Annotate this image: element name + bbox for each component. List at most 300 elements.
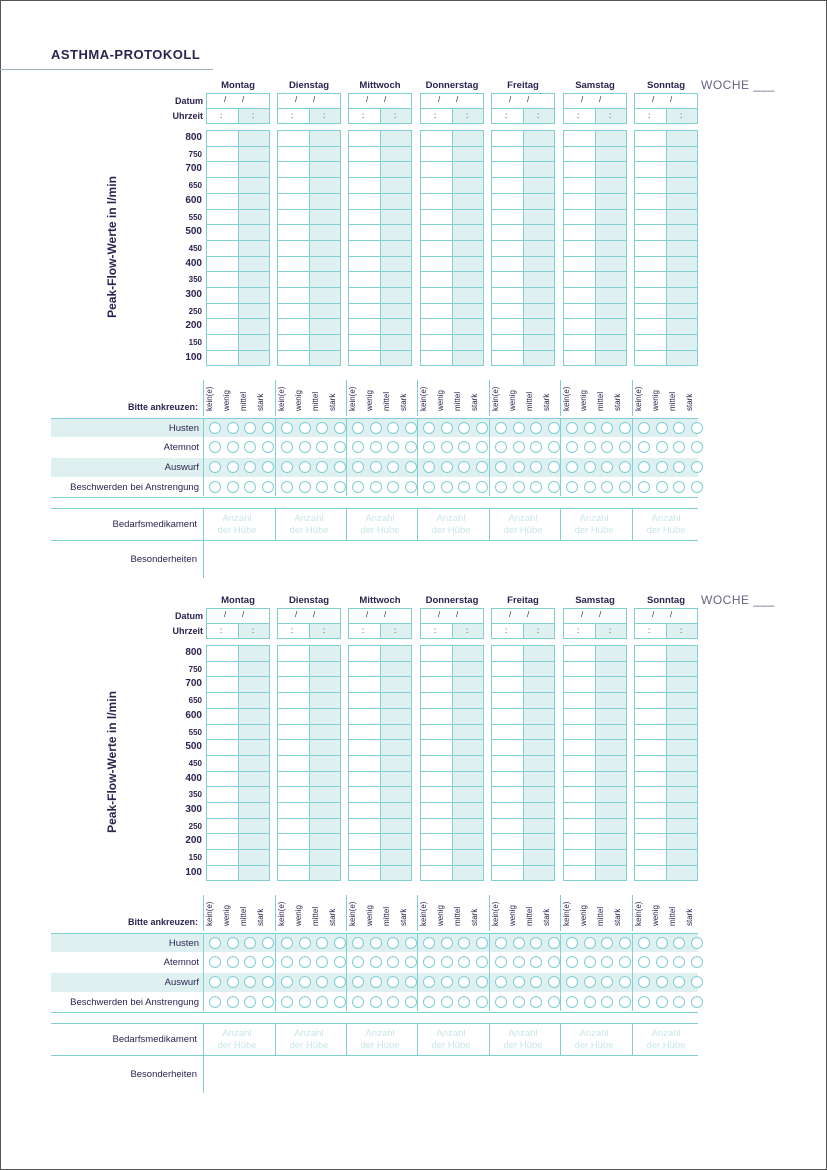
symptom-checkbox[interactable]: [244, 422, 256, 434]
symptom-checkbox[interactable]: [584, 461, 596, 473]
symptom-checkbox[interactable]: [656, 937, 668, 949]
symptom-checkbox[interactable]: [619, 481, 631, 493]
symptom-checkbox[interactable]: [370, 481, 382, 493]
symptom-checkbox[interactable]: [352, 976, 364, 988]
symptom-checkbox[interactable]: [619, 956, 631, 968]
day-header-dienstag: Dienstag: [288, 80, 330, 91]
symptom-checkbox[interactable]: [619, 422, 631, 434]
severity-divider: [632, 380, 633, 416]
peak-gridline: [348, 177, 412, 178]
symptom-checkbox[interactable]: [656, 422, 668, 434]
symptom-checkbox[interactable]: [405, 422, 417, 434]
symptom-checkbox[interactable]: [299, 461, 311, 473]
symptom-checkbox[interactable]: [530, 481, 542, 493]
uhrzeit-sep: :: [577, 626, 580, 635]
symptom-checkbox[interactable]: [566, 996, 578, 1008]
symptom-checkbox[interactable]: [656, 956, 668, 968]
symptom-checkbox[interactable]: [352, 937, 364, 949]
symptom-checkbox[interactable]: [548, 956, 560, 968]
symptom-checkbox[interactable]: [476, 996, 488, 1008]
symptom-checkbox[interactable]: [691, 441, 703, 453]
datum-field-4[interactable]: [491, 608, 555, 624]
symptom-checkbox[interactable]: [262, 422, 274, 434]
severity-stark: stark: [470, 908, 479, 926]
symptom-checkbox[interactable]: [227, 422, 239, 434]
symptom-checkbox[interactable]: [548, 996, 560, 1008]
symptom-checkbox[interactable]: [244, 996, 256, 1008]
der-huebe-line: der Hübe: [289, 525, 329, 537]
der-huebe-line: der Hübe: [646, 1040, 686, 1052]
symptom-checkbox[interactable]: [566, 481, 578, 493]
severity-divider: [560, 380, 561, 416]
symptom-checkbox[interactable]: [334, 441, 346, 453]
peak-gridline: [206, 739, 270, 740]
anzahl-der-huebe-field[interactable]: [561, 1028, 627, 1052]
symptom-checkbox[interactable]: [316, 996, 328, 1008]
symptom-checkbox[interactable]: [476, 937, 488, 949]
symptom-checkbox[interactable]: [209, 937, 221, 949]
anzahl-der-huebe-field[interactable]: [204, 1028, 270, 1052]
uhrzeit-sep: :: [291, 626, 294, 635]
symptom-checkbox[interactable]: [530, 937, 542, 949]
symptom-checkbox[interactable]: [458, 422, 470, 434]
severity-mittel: mittel: [525, 391, 534, 411]
symptom-divider: [346, 972, 347, 992]
datum-sep: /: [652, 95, 655, 104]
der-huebe-line: der Hübe: [503, 1040, 543, 1052]
symptom-checkbox[interactable]: [619, 441, 631, 453]
symptom-checkbox[interactable]: [619, 937, 631, 949]
peak-tick-450: 450: [188, 758, 202, 768]
symptom-checkbox[interactable]: [316, 461, 328, 473]
symptom-divider: [417, 972, 418, 992]
symptom-checkbox[interactable]: [299, 937, 311, 949]
symptom-checkbox[interactable]: [387, 996, 399, 1008]
symptom-checkbox[interactable]: [423, 461, 435, 473]
der-huebe-line: der Hübe: [431, 525, 471, 537]
symptom-divider: [203, 992, 204, 1012]
peak-gridline: [563, 692, 627, 693]
symptom-checkbox[interactable]: [299, 996, 311, 1008]
severity-mittel: mittel: [668, 391, 677, 411]
symptom-checkbox[interactable]: [227, 956, 239, 968]
symptom-divider: [489, 933, 490, 953]
symptom-checkbox[interactable]: [584, 956, 596, 968]
symptom-label-0: Husten: [168, 937, 199, 949]
symptom-checkbox[interactable]: [673, 481, 685, 493]
symptom-checkbox[interactable]: [691, 461, 703, 473]
peak-gridline: [563, 739, 627, 740]
severity-divider: [203, 895, 204, 931]
symptom-checkbox[interactable]: [405, 996, 417, 1008]
symptom-checkbox[interactable]: [513, 996, 525, 1008]
datum-field-2[interactable]: [348, 93, 412, 109]
symptom-checkbox[interactable]: [584, 996, 596, 1008]
besonderheiten-field[interactable]: [206, 1055, 696, 1093]
symptom-divider: [203, 437, 204, 457]
symptom-checkbox[interactable]: [299, 481, 311, 493]
symptom-checkbox[interactable]: [316, 481, 328, 493]
symptom-checkbox[interactable]: [691, 937, 703, 949]
symptom-checkbox[interactable]: [691, 481, 703, 493]
anzahl-der-huebe-field[interactable]: [561, 513, 627, 537]
symptom-checkbox[interactable]: [316, 422, 328, 434]
anzahl-der-huebe-field[interactable]: [418, 513, 484, 537]
symptom-checkbox[interactable]: [227, 976, 239, 988]
symptom-divider: [346, 437, 347, 457]
symptom-checkbox[interactable]: [262, 996, 274, 1008]
anzahl-der-huebe-field[interactable]: [418, 1028, 484, 1052]
peak-gridline: [491, 318, 555, 319]
symptom-divider: [417, 952, 418, 972]
symptom-checkbox[interactable]: [281, 996, 293, 1008]
symptom-checkbox[interactable]: [458, 481, 470, 493]
symptom-checkbox[interactable]: [513, 481, 525, 493]
symptom-checkbox[interactable]: [548, 461, 560, 473]
symptom-divider: [275, 437, 276, 457]
symptom-checkbox[interactable]: [299, 441, 311, 453]
symptom-checkbox[interactable]: [458, 937, 470, 949]
symptom-checkbox[interactable]: [281, 976, 293, 988]
symptom-checkbox[interactable]: [370, 461, 382, 473]
symptom-checkbox[interactable]: [262, 976, 274, 988]
anzahl-der-huebe-field[interactable]: [276, 1028, 342, 1052]
symptom-checkbox[interactable]: [476, 956, 488, 968]
symptom-checkbox[interactable]: [495, 422, 507, 434]
datum-sep: /: [295, 610, 298, 619]
datum-field-0[interactable]: [206, 93, 270, 109]
symptom-checkbox[interactable]: [299, 976, 311, 988]
besonderheiten-field[interactable]: [206, 540, 696, 578]
severity-divider: [560, 895, 561, 931]
symptom-checkbox[interactable]: [656, 441, 668, 453]
symptom-checkbox[interactable]: [370, 441, 382, 453]
symptom-checkbox[interactable]: [334, 996, 346, 1008]
symptom-checkbox[interactable]: [423, 481, 435, 493]
symptom-checkbox[interactable]: [334, 976, 346, 988]
symptom-checkbox[interactable]: [370, 976, 382, 988]
symptom-checkbox[interactable]: [334, 422, 346, 434]
symptom-checkbox[interactable]: [209, 976, 221, 988]
symptom-checkbox[interactable]: [441, 996, 453, 1008]
peak-tick-650: 650: [188, 696, 202, 706]
symptom-checkbox[interactable]: [227, 937, 239, 949]
symptom-checkbox[interactable]: [281, 461, 293, 473]
symptom-checkbox[interactable]: [495, 937, 507, 949]
symptom-checkbox[interactable]: [673, 461, 685, 473]
symptom-checkbox[interactable]: [656, 996, 668, 1008]
symptom-checkbox[interactable]: [316, 937, 328, 949]
symptom-checkbox[interactable]: [691, 976, 703, 988]
symptom-checkbox[interactable]: [458, 976, 470, 988]
symptom-checkbox[interactable]: [405, 481, 417, 493]
symptom-checkbox[interactable]: [601, 996, 613, 1008]
symptom-checkbox[interactable]: [530, 461, 542, 473]
symptom-checkbox[interactable]: [584, 441, 596, 453]
symptom-checkbox[interactable]: [423, 996, 435, 1008]
symptom-checkbox[interactable]: [244, 976, 256, 988]
symptom-checkbox[interactable]: [352, 461, 364, 473]
symptom-checkbox[interactable]: [209, 481, 221, 493]
peak-gridline: [206, 865, 270, 866]
symptom-checkbox[interactable]: [423, 937, 435, 949]
symptom-checkbox[interactable]: [334, 937, 346, 949]
bedarf-divider: [417, 508, 418, 540]
symptom-checkbox[interactable]: [405, 956, 417, 968]
datum-field-2[interactable]: [348, 608, 412, 624]
symptom-checkbox[interactable]: [673, 996, 685, 1008]
symptom-checkbox[interactable]: [387, 976, 399, 988]
peak-gridline: [348, 334, 412, 335]
symptom-checkbox[interactable]: [495, 976, 507, 988]
peak-gridline: [420, 692, 484, 693]
symptom-checkbox[interactable]: [495, 996, 507, 1008]
peak-gridline: [634, 692, 698, 693]
symptom-checkbox[interactable]: [352, 481, 364, 493]
symptom-checkbox[interactable]: [316, 976, 328, 988]
symptom-checkbox[interactable]: [601, 976, 613, 988]
symptom-checkbox[interactable]: [262, 441, 274, 453]
symptom-checkbox[interactable]: [441, 481, 453, 493]
symptom-checkbox[interactable]: [513, 441, 525, 453]
symptom-checkbox[interactable]: [262, 461, 274, 473]
symptom-checkbox[interactable]: [441, 956, 453, 968]
bedarf-top-line: [51, 1023, 698, 1024]
symptom-checkbox[interactable]: [244, 461, 256, 473]
symptom-checkbox[interactable]: [244, 481, 256, 493]
symptom-checkbox[interactable]: [548, 422, 560, 434]
symptom-checkbox[interactable]: [441, 937, 453, 949]
symptom-checkbox[interactable]: [495, 481, 507, 493]
peak-gridline: [420, 739, 484, 740]
symptom-checkbox[interactable]: [262, 937, 274, 949]
symptom-checkbox[interactable]: [227, 481, 239, 493]
symptom-checkbox[interactable]: [584, 976, 596, 988]
symptom-checkbox[interactable]: [584, 937, 596, 949]
woche-field[interactable]: WOCHE ___: [701, 78, 775, 92]
severity-mittel: mittel: [382, 906, 391, 926]
symptom-checkbox[interactable]: [691, 422, 703, 434]
symptom-checkbox[interactable]: [476, 422, 488, 434]
day-header-sonntag: Sonntag: [647, 595, 685, 606]
symptom-checkbox[interactable]: [299, 422, 311, 434]
datum-field-3[interactable]: [420, 93, 484, 109]
peak-gridline: [348, 802, 412, 803]
symptom-checkbox[interactable]: [691, 956, 703, 968]
symptom-checkbox[interactable]: [513, 461, 525, 473]
datum-sep: /: [366, 610, 369, 619]
datum-field-3[interactable]: [420, 608, 484, 624]
symptom-checkbox[interactable]: [370, 422, 382, 434]
symptom-checkbox[interactable]: [227, 461, 239, 473]
symptom-checkbox[interactable]: [281, 937, 293, 949]
symptom-checkbox[interactable]: [673, 976, 685, 988]
symptom-checkbox[interactable]: [405, 441, 417, 453]
symptom-checkbox[interactable]: [281, 481, 293, 493]
anzahl-der-huebe-field[interactable]: [276, 513, 342, 537]
symptom-checkbox[interactable]: [476, 441, 488, 453]
peak-gridline: [563, 334, 627, 335]
anzahl-der-huebe-field[interactable]: [347, 1028, 413, 1052]
symptom-checkbox[interactable]: [638, 996, 650, 1008]
severity-mittel: mittel: [382, 391, 391, 411]
datum-field-0[interactable]: [206, 608, 270, 624]
datum-field-6[interactable]: [634, 93, 698, 109]
symptom-checkbox[interactable]: [209, 996, 221, 1008]
symptom-checkbox[interactable]: [441, 422, 453, 434]
symptom-checkbox[interactable]: [601, 481, 613, 493]
symptom-checkbox[interactable]: [566, 937, 578, 949]
symptom-checkbox[interactable]: [619, 461, 631, 473]
symptom-checkbox[interactable]: [584, 422, 596, 434]
anzahl-der-huebe-field[interactable]: [204, 513, 270, 537]
peak-divider: [523, 645, 524, 881]
symptom-checkbox[interactable]: [566, 976, 578, 988]
symptom-checkbox[interactable]: [334, 481, 346, 493]
symptom-checkbox[interactable]: [673, 937, 685, 949]
symptom-checkbox[interactable]: [441, 441, 453, 453]
symptom-checkbox[interactable]: [638, 461, 650, 473]
der-huebe-line: der Hübe: [503, 525, 543, 537]
symptom-divider: [489, 992, 490, 1012]
peak-gridline: [491, 676, 555, 677]
besonderheiten-divider: [203, 540, 204, 578]
symptom-checkbox[interactable]: [262, 481, 274, 493]
symptom-checkbox[interactable]: [209, 461, 221, 473]
datum-sep: /: [313, 95, 316, 104]
symptom-checkbox[interactable]: [619, 976, 631, 988]
symptom-checkbox[interactable]: [566, 461, 578, 473]
uhrzeit-sep: :: [323, 111, 326, 120]
datum-sep: /: [581, 95, 584, 104]
symptom-checkbox[interactable]: [387, 422, 399, 434]
datum-field-1[interactable]: [277, 608, 341, 624]
symptom-checkbox[interactable]: [262, 956, 274, 968]
symptom-checkbox[interactable]: [584, 481, 596, 493]
symptom-checkbox[interactable]: [619, 996, 631, 1008]
symptom-checkbox[interactable]: [513, 422, 525, 434]
symptom-checkbox[interactable]: [244, 937, 256, 949]
symptom-checkbox[interactable]: [548, 937, 560, 949]
symptom-checkbox[interactable]: [387, 481, 399, 493]
symptom-checkbox[interactable]: [656, 976, 668, 988]
symptom-checkbox[interactable]: [495, 461, 507, 473]
symptom-checkbox[interactable]: [387, 461, 399, 473]
symptom-checkbox[interactable]: [638, 937, 650, 949]
symptom-checkbox[interactable]: [370, 956, 382, 968]
symptom-checkbox[interactable]: [423, 976, 435, 988]
symptom-checkbox[interactable]: [423, 422, 435, 434]
symptom-checkbox[interactable]: [227, 996, 239, 1008]
symptom-checkbox[interactable]: [370, 937, 382, 949]
symptom-divider: [275, 933, 276, 953]
peak-gridline: [491, 303, 555, 304]
symptom-checkbox[interactable]: [513, 937, 525, 949]
datum-field-5[interactable]: [563, 93, 627, 109]
symptom-checkbox[interactable]: [405, 976, 417, 988]
symptom-checkbox[interactable]: [638, 481, 650, 493]
symptom-checkbox[interactable]: [513, 956, 525, 968]
symptom-checkbox[interactable]: [548, 976, 560, 988]
datum-field-1[interactable]: [277, 93, 341, 109]
peak-gridline: [563, 849, 627, 850]
symptom-checkbox[interactable]: [476, 976, 488, 988]
datum-field-6[interactable]: [634, 608, 698, 624]
peak-tick-150: 150: [188, 338, 202, 348]
symptom-checkbox[interactable]: [299, 956, 311, 968]
symptom-checkbox[interactable]: [352, 996, 364, 1008]
symptom-checkbox[interactable]: [334, 461, 346, 473]
symptom-checkbox[interactable]: [458, 996, 470, 1008]
anzahl-der-huebe-field[interactable]: [633, 513, 699, 537]
datum-sep: /: [242, 95, 245, 104]
symptom-checkbox[interactable]: [656, 461, 668, 473]
anzahl-der-huebe-field[interactable]: [490, 1028, 556, 1052]
uhrzeit-sep: :: [394, 626, 397, 635]
datum-field-4[interactable]: [491, 93, 555, 109]
peak-gridline: [348, 833, 412, 834]
symptom-checkbox[interactable]: [530, 976, 542, 988]
peak-tick-300: 300: [185, 289, 202, 300]
symptom-checkbox[interactable]: [601, 937, 613, 949]
woche-field[interactable]: WOCHE ___: [701, 593, 775, 607]
peak-gridline: [634, 661, 698, 662]
anzahl-der-huebe-field[interactable]: [347, 513, 413, 537]
symptom-checkbox[interactable]: [281, 422, 293, 434]
symptom-checkbox[interactable]: [548, 481, 560, 493]
symptom-checkbox[interactable]: [334, 956, 346, 968]
datum-sep: /: [456, 610, 459, 619]
symptom-checkbox[interactable]: [530, 422, 542, 434]
symptom-checkbox[interactable]: [405, 461, 417, 473]
peak-tick-500: 500: [185, 226, 202, 238]
symptom-checkbox[interactable]: [656, 481, 668, 493]
symptom-checkbox[interactable]: [405, 937, 417, 949]
peak-gridline: [563, 708, 627, 709]
peak-gridline: [348, 318, 412, 319]
symptom-checkbox[interactable]: [352, 422, 364, 434]
symptom-checkbox[interactable]: [387, 937, 399, 949]
symptom-checkbox[interactable]: [513, 976, 525, 988]
symptom-checkbox[interactable]: [673, 422, 685, 434]
symptom-checkbox[interactable]: [601, 461, 613, 473]
uhrzeit-sep: :: [394, 111, 397, 120]
peak-gridline: [206, 287, 270, 288]
symptom-checkbox[interactable]: [548, 441, 560, 453]
symptom-checkbox[interactable]: [370, 996, 382, 1008]
symptom-checkbox[interactable]: [441, 461, 453, 473]
symptom-checkbox[interactable]: [638, 422, 650, 434]
datum-field-5[interactable]: [563, 608, 627, 624]
symptom-checkbox[interactable]: [530, 996, 542, 1008]
symptom-checkbox[interactable]: [458, 461, 470, 473]
symptom-checkbox[interactable]: [691, 996, 703, 1008]
symptom-checkbox[interactable]: [209, 422, 221, 434]
bedarf-divider: [632, 1023, 633, 1055]
symptom-checkbox[interactable]: [441, 976, 453, 988]
peak-divider: [452, 130, 453, 366]
anzahl-der-huebe-field[interactable]: [633, 1028, 699, 1052]
symptom-checkbox[interactable]: [476, 481, 488, 493]
symptom-checkbox[interactable]: [227, 441, 239, 453]
symptom-checkbox[interactable]: [566, 422, 578, 434]
severity-wenig: wenig: [436, 904, 445, 926]
anzahl-der-huebe-field[interactable]: [490, 513, 556, 537]
symptom-checkbox[interactable]: [476, 461, 488, 473]
peak-gridline: [206, 692, 270, 693]
symptom-checkbox[interactable]: [601, 422, 613, 434]
symptom-checkbox[interactable]: [638, 976, 650, 988]
